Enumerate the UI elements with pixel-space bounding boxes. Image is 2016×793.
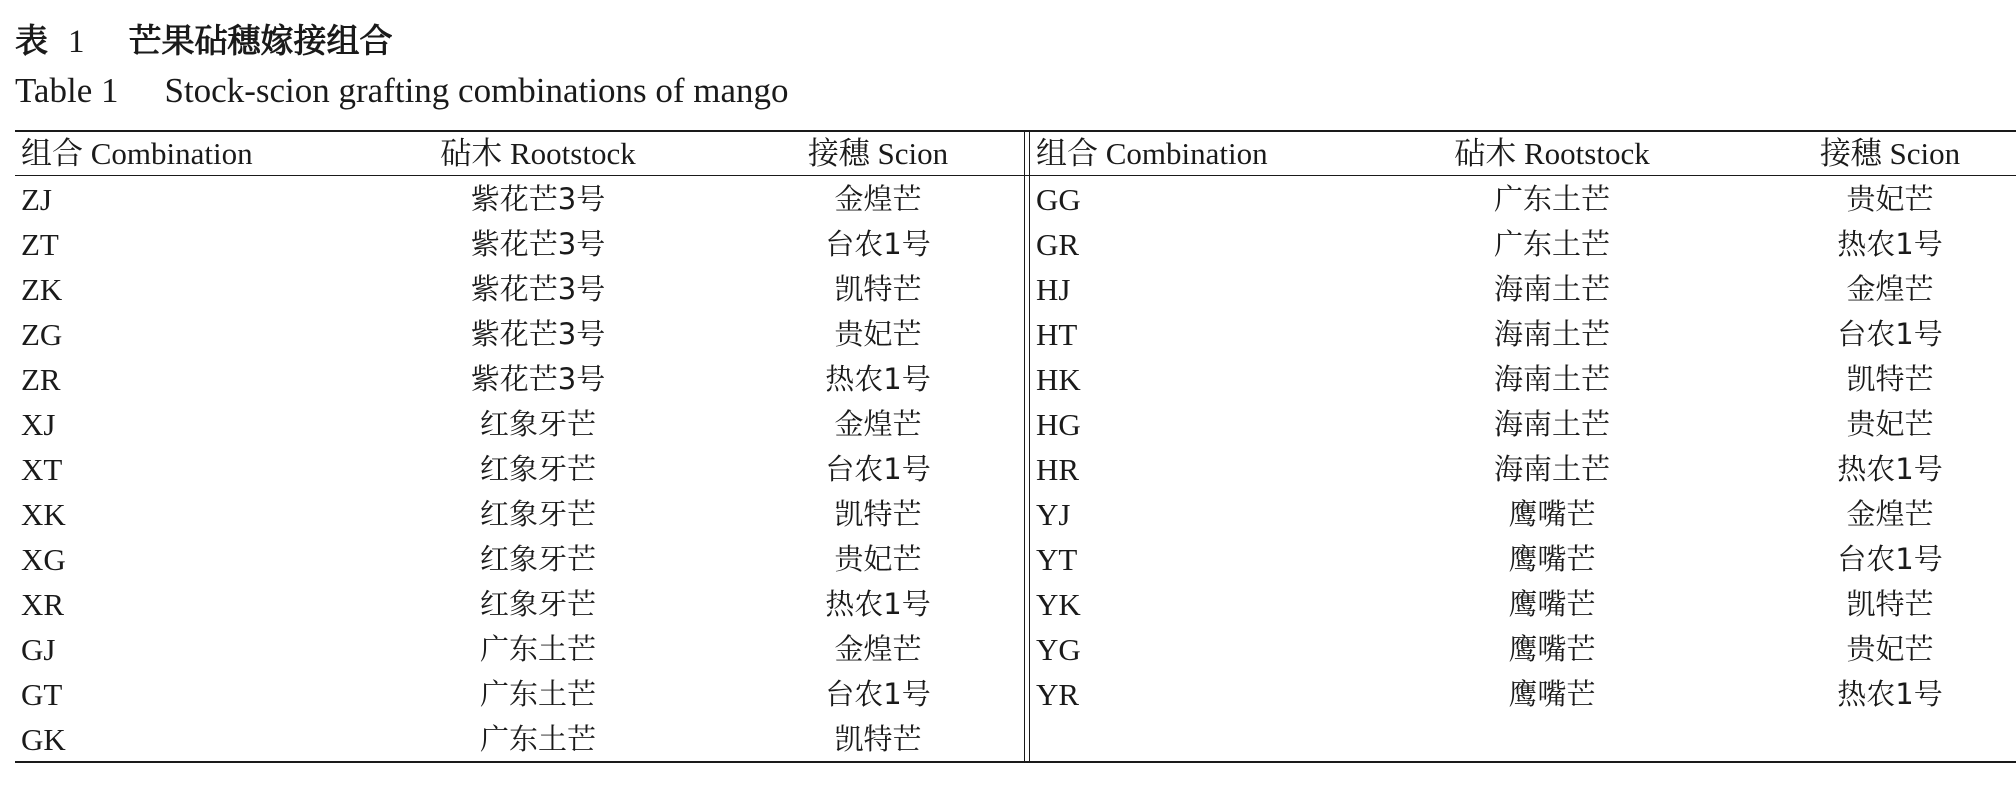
cell-combination: GR: [1036, 227, 1080, 262]
header-combination: 组合 Combination: [1036, 136, 1268, 171]
header-scion: 接穗 Scion: [1819, 136, 1961, 171]
caption-en-prefix: Table 1: [15, 71, 119, 110]
table-row: [15, 177, 1024, 222]
cell-scion: 金煌芒: [834, 182, 922, 216]
table-row: [15, 717, 1024, 762]
cell-combination: XJ: [21, 407, 56, 442]
cell-rootstock: 海南土芒: [1493, 272, 1610, 306]
cell-scion: 台农1号: [825, 677, 931, 711]
table-row: [1030, 537, 2016, 582]
cell-scion: 贵妃芒: [834, 317, 922, 351]
cell-rootstock: 紫花芒3号: [470, 362, 606, 396]
cell-combination: GK: [21, 722, 66, 757]
table-row: [15, 582, 1024, 627]
cell-scion: 热农1号: [1837, 452, 1943, 486]
cell-combination: YJ: [1036, 497, 1071, 532]
table-row: [15, 447, 1024, 492]
cell-combination: ZG: [21, 317, 63, 352]
cell-scion: 凯特芒: [834, 272, 922, 306]
cell-rootstock: 广东土芒: [479, 632, 596, 666]
cell-rootstock: 红象牙芒: [479, 497, 596, 531]
table-body-left: [15, 177, 1024, 762]
cell-scion: 金煌芒: [834, 632, 922, 666]
cell-rootstock: 鹰嘴芒: [1508, 587, 1596, 621]
cell-rootstock: 鹰嘴芒: [1508, 677, 1596, 711]
cell-rootstock: 海南土芒: [1493, 317, 1610, 351]
cell-rootstock: 红象牙芒: [479, 452, 596, 486]
table-row: [1030, 492, 2016, 537]
cell-combination: ZT: [21, 227, 59, 262]
cell-rootstock: 广东土芒: [479, 722, 596, 756]
table-column-divider: [1024, 130, 1025, 763]
cell-rootstock: 红象牙芒: [479, 407, 596, 441]
table-row: [15, 672, 1024, 717]
grafting-table: [15, 130, 2016, 763]
cell-rootstock: 鹰嘴芒: [1508, 497, 1596, 531]
cell-rootstock: 广东土芒: [1493, 182, 1610, 216]
cell-scion: 热农1号: [1837, 677, 1943, 711]
table-row: [1030, 582, 2016, 627]
header-rootstock: 砧木 Rootstock: [440, 136, 636, 171]
cell-combination: ZK: [21, 272, 63, 307]
table-header-row: [15, 132, 1024, 175]
table-row: [1030, 672, 2016, 717]
table-row: [15, 267, 1024, 312]
cell-scion: 金煌芒: [1846, 272, 1934, 306]
header-scion: 接穗 Scion: [807, 136, 949, 171]
cell-rootstock: 海南土芒: [1493, 452, 1610, 486]
table-body-right: [1030, 177, 2016, 717]
table-row: [1030, 267, 2016, 312]
cell-combination: GJ: [21, 632, 56, 667]
cell-rootstock: 鹰嘴芒: [1508, 542, 1596, 576]
cell-scion: 凯特芒: [1846, 587, 1934, 621]
cell-rootstock: 广东土芒: [1493, 227, 1610, 261]
cell-scion: 台农1号: [1837, 317, 1943, 351]
cell-combination: HJ: [1036, 272, 1071, 307]
cell-scion: 贵妃芒: [834, 542, 922, 576]
cell-combination: XG: [21, 542, 66, 577]
cell-scion: 台农1号: [825, 452, 931, 486]
caption-en-title: Stock-scion grafting combinations of mango: [164, 71, 789, 110]
table-row: [1030, 627, 2016, 672]
cell-scion: 凯特芒: [834, 497, 922, 531]
table-row: [15, 402, 1024, 447]
cell-combination: XT: [21, 452, 63, 487]
table-caption-chinese: [15, 16, 393, 66]
table-row: [15, 312, 1024, 357]
table-row: [15, 222, 1024, 267]
cell-scion: 台农1号: [825, 227, 931, 261]
cell-rootstock: 紫花芒3号: [470, 272, 606, 306]
cell-combination: HK: [1036, 362, 1081, 397]
table-row: [15, 627, 1024, 672]
table-row: [1030, 357, 2016, 402]
table-row: [1030, 177, 2016, 222]
cell-combination: GT: [21, 677, 63, 712]
cell-rootstock: 紫花芒3号: [470, 227, 606, 261]
cell-combination: XR: [21, 587, 65, 622]
cell-combination: YK: [1036, 587, 1081, 622]
caption-number: 1: [68, 24, 85, 60]
cell-scion: 贵妃芒: [1846, 632, 1934, 666]
table-row: [1030, 222, 2016, 267]
cell-rootstock: 广东土芒: [479, 677, 596, 711]
cell-rootstock: 鹰嘴芒: [1508, 632, 1596, 666]
cell-rootstock: 红象牙芒: [479, 587, 596, 621]
table-header-rule: [15, 175, 2016, 176]
cell-combination: HR: [1036, 452, 1080, 487]
cell-combination: GG: [1036, 182, 1081, 217]
table-row: [15, 492, 1024, 537]
cell-scion: 贵妃芒: [1846, 407, 1934, 441]
cell-scion: 热农1号: [825, 587, 931, 621]
cell-scion: 金煌芒: [1846, 497, 1934, 531]
cell-combination: YT: [1036, 542, 1078, 577]
table-caption-english: [15, 66, 789, 116]
caption-cn-title: 芒果砧穗嫁接组合: [128, 21, 393, 60]
cell-combination: ZJ: [21, 182, 52, 217]
cell-scion: 凯特芒: [834, 722, 922, 756]
cell-scion: 金煌芒: [834, 407, 922, 441]
table-row: [15, 357, 1024, 402]
header-combination: 组合 Combination: [21, 136, 253, 171]
cell-scion: 台农1号: [1837, 542, 1943, 576]
cell-rootstock: 海南土芒: [1493, 362, 1610, 396]
table-row: [1030, 312, 2016, 357]
cell-scion: 贵妃芒: [1846, 182, 1934, 216]
cell-rootstock: 紫花芒3号: [470, 317, 606, 351]
cell-rootstock: 红象牙芒: [479, 542, 596, 576]
cell-combination: YG: [1036, 632, 1081, 667]
cell-scion: 热农1号: [1837, 227, 1943, 261]
cell-combination: ZR: [21, 362, 61, 397]
cell-combination: HG: [1036, 407, 1081, 442]
table-row: [1030, 447, 2016, 492]
header-rootstock: 砧木 Rootstock: [1454, 136, 1650, 171]
cell-combination: YR: [1036, 677, 1080, 712]
table-row: [15, 537, 1024, 582]
caption-cn-prefix: 表: [15, 21, 48, 60]
cell-combination: XK: [21, 497, 66, 532]
table-row: [1030, 402, 2016, 447]
cell-rootstock: 海南土芒: [1493, 407, 1610, 441]
cell-combination: HT: [1036, 317, 1078, 352]
cell-rootstock: 紫花芒3号: [470, 182, 606, 216]
cell-scion: 凯特芒: [1846, 362, 1934, 396]
cell-scion: 热农1号: [825, 362, 931, 396]
table-header-row: [1030, 132, 2016, 175]
